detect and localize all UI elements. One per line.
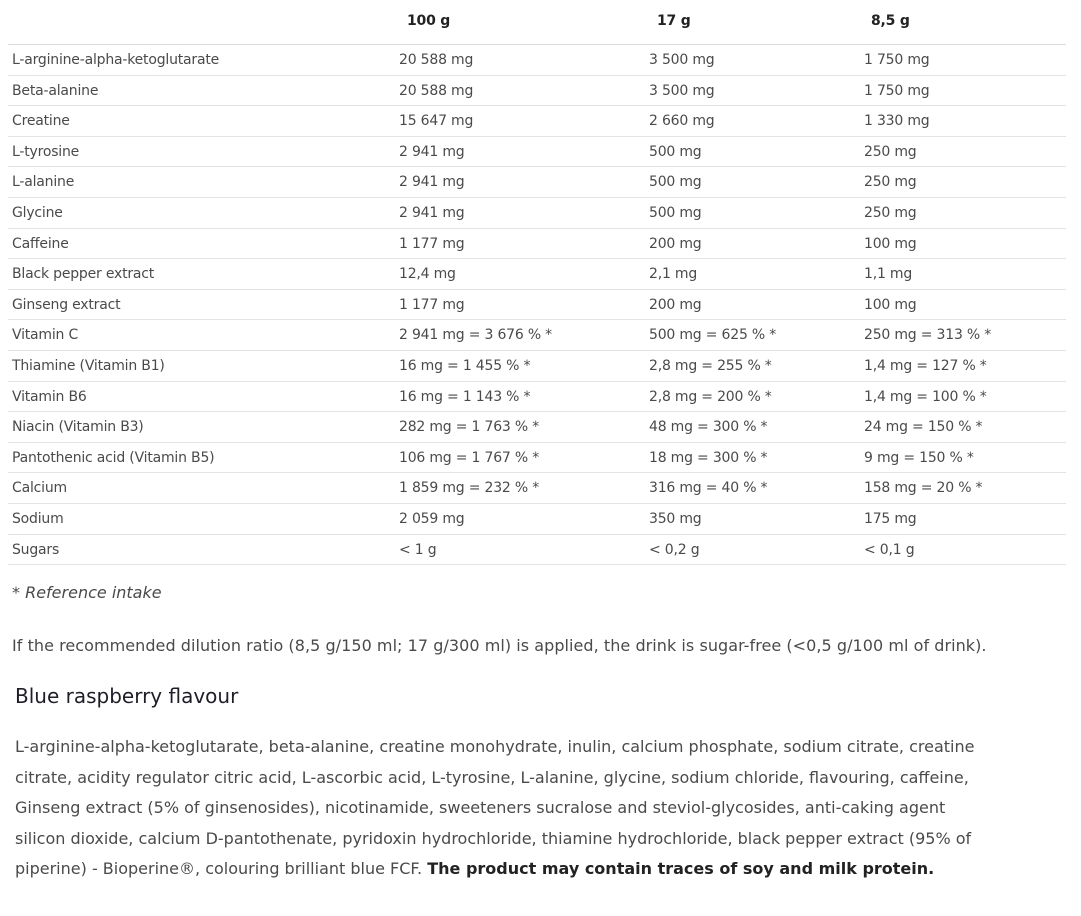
nutrient-value: 1 859 mg = 232 % *: [399, 480, 540, 497]
nutrient-value: 282 mg = 1 763 % *: [399, 419, 540, 436]
ingredients-text: [15, 732, 974, 885]
nutrient-value: < 1 g: [399, 541, 437, 558]
header-17g: 17 g: [657, 13, 691, 29]
nutrient-value: 500 mg: [649, 174, 702, 191]
nutrient-value: 250 mg = 313 % *: [864, 327, 992, 344]
nutrient-value: 175 mg: [864, 510, 917, 527]
table-row: [8, 167, 1066, 198]
nutrient-name: Ginseng extract: [12, 296, 121, 313]
table-row: [8, 504, 1066, 535]
nutrient-value: 20 588 mg: [399, 52, 474, 68]
allergen-note: The product may contain traces of soy and milk protein.: [427, 859, 935, 878]
ingredients-line: L-arginine-alpha-ketoglutarate, beta-alanine, creatine monohydrate, inulin, calcium phosphate, sodium citrate, creatine: [15, 737, 975, 756]
nutrient-name: Sodium: [12, 510, 64, 527]
nutrient-name: L-alanine: [12, 174, 75, 191]
nutrient-value: 250 mg: [864, 143, 917, 160]
nutrient-name: Caffeine: [12, 235, 69, 252]
nutrient-name: Sugars: [12, 541, 60, 558]
nutrient-name: Black pepper extract: [12, 266, 155, 283]
ingredients-line: Ginseng extract (5% of ginsenosides), nicotinamide, sweeteners sucralose and steviol-glycosides, anti-caking agent: [15, 798, 946, 817]
ingredients-line: citrate, acidity regulator citric acid, L-ascorbic acid, L-tyrosine, L-alanine, glycine, sodium chloride, flavouring, caffeine,: [15, 767, 969, 787]
nutrient-value: 350 mg: [649, 510, 702, 527]
nutrient-value: 15 647 mg: [399, 113, 474, 130]
nutrient-value: 2 941 mg = 3 676 % *: [399, 327, 552, 344]
nutrient-value: 500 mg: [649, 204, 702, 221]
nutrient-value: 3 500 mg: [649, 82, 715, 99]
nutrient-value: 100 mg: [864, 235, 917, 252]
nutrient-name: Creatine: [12, 113, 70, 130]
nutrient-value: 250 mg: [864, 204, 917, 221]
table-row: [8, 229, 1066, 260]
nutrient-value: 1 330 mg: [864, 113, 930, 130]
flavour-heading: Blue raspberry flavour: [15, 684, 239, 708]
nutrient-value: 1 177 mg: [399, 296, 465, 313]
table-row: [8, 351, 1066, 382]
nutrient-name: Thiamine (Vitamin B1): [12, 357, 165, 374]
table-row: [8, 443, 1066, 474]
nutrient-value: 200 mg: [649, 235, 702, 252]
nutrient-value: 316 mg = 40 % *: [649, 480, 768, 497]
nutrient-value: 2 941 mg: [399, 204, 465, 221]
nutrient-value: 1 750 mg: [864, 52, 930, 68]
nutrient-name: Vitamin C: [12, 327, 79, 344]
ingredients-line: [15, 854, 974, 885]
table-row: [8, 412, 1066, 443]
table-row: [8, 259, 1066, 290]
nutrient-value: 2,8 mg = 255 % *: [649, 357, 772, 374]
nutrient-name: Niacin (Vitamin B3): [12, 419, 144, 436]
nutrient-value: 16 mg = 1 455 % *: [399, 357, 531, 374]
nutrient-value: 9 mg = 150 % *: [864, 449, 974, 466]
nutrient-name: Vitamin B6: [12, 388, 87, 405]
nutrient-value: 18 mg = 300 % *: [649, 449, 768, 466]
table-row: [8, 76, 1066, 107]
table-header: [8, 0, 1066, 45]
nutrient-value: 20 588 mg: [399, 82, 474, 99]
nutrient-name: L-tyrosine: [12, 143, 80, 160]
table-row: [8, 535, 1066, 566]
table-row: [8, 473, 1066, 504]
nutrient-name: Calcium: [12, 480, 67, 497]
nutrient-value: 200 mg: [649, 296, 702, 313]
table-row: [8, 382, 1066, 413]
nutrient-value: 2 941 mg: [399, 174, 465, 191]
nutrient-value: < 0,2 g: [649, 541, 700, 558]
nutrient-value: 1,1 mg: [864, 266, 913, 283]
nutrient-value: 12,4 mg: [399, 266, 456, 283]
nutrient-value: 1,4 mg = 100 % *: [864, 388, 987, 405]
nutrient-value: 3 500 mg: [649, 52, 715, 68]
nutrient-value: 106 mg = 1 767 % *: [399, 449, 540, 466]
nutrient-name: L-arginine-alpha-ketoglutarate: [12, 52, 220, 68]
nutrient-value: 100 mg: [864, 296, 917, 313]
nutrient-value: 2 059 mg: [399, 510, 465, 527]
nutrient-value: 24 mg = 150 % *: [864, 419, 983, 436]
nutrient-value: 250 mg: [864, 174, 917, 191]
nutrient-value: 16 mg = 1 143 % *: [399, 388, 531, 405]
table-row: [8, 290, 1066, 321]
nutrient-value: 2,1 mg: [649, 266, 698, 283]
table-row: [8, 106, 1066, 137]
nutrient-name: Glycine: [12, 204, 63, 221]
dilution-text: If the recommended dilution ratio (8,5 g/150 ml; 17 g/300 ml) is applied, the drink is sugar-free (<0,5 g/100 ml of drink).: [12, 636, 987, 655]
ingredients-line: silicon dioxide, calcium D-pantothenate, pyridoxin hydrochloride, thiamine hydrochloride, black pepper extract (95% of: [15, 828, 972, 848]
table-row: [8, 320, 1066, 351]
reference-intake-note: * Reference intake: [12, 583, 162, 602]
ingredients-line-end: piperine) - Bioperine®, colouring brilliant blue FCF.: [15, 859, 428, 878]
nutrient-value: 48 mg = 300 % *: [649, 419, 768, 436]
nutrient-value: 158 mg = 20 % *: [864, 480, 983, 497]
nutrient-value: 1,4 mg = 127 % *: [864, 357, 987, 374]
table-row: [8, 137, 1066, 168]
nutrient-value: 1 177 mg: [399, 235, 465, 252]
nutrient-value: 2 941 mg: [399, 143, 465, 160]
header-8-5g: 8,5 g: [871, 13, 910, 29]
header-100g: 100 g: [407, 13, 451, 29]
nutrition-table: [8, 0, 1066, 565]
nutrient-name: Beta-alanine: [12, 82, 99, 99]
table-row: [8, 198, 1066, 229]
nutrient-value: 500 mg = 625 % *: [649, 327, 777, 344]
nutrient-value: < 0,1 g: [864, 541, 915, 558]
nutrient-value: 2 660 mg: [649, 113, 715, 130]
nutrient-value: 500 mg: [649, 143, 702, 160]
table-row: [8, 45, 1066, 76]
nutrient-value: 2,8 mg = 200 % *: [649, 388, 772, 405]
nutrient-name: Pantothenic acid (Vitamin B5): [12, 449, 215, 466]
nutrient-value: 1 750 mg: [864, 82, 930, 99]
